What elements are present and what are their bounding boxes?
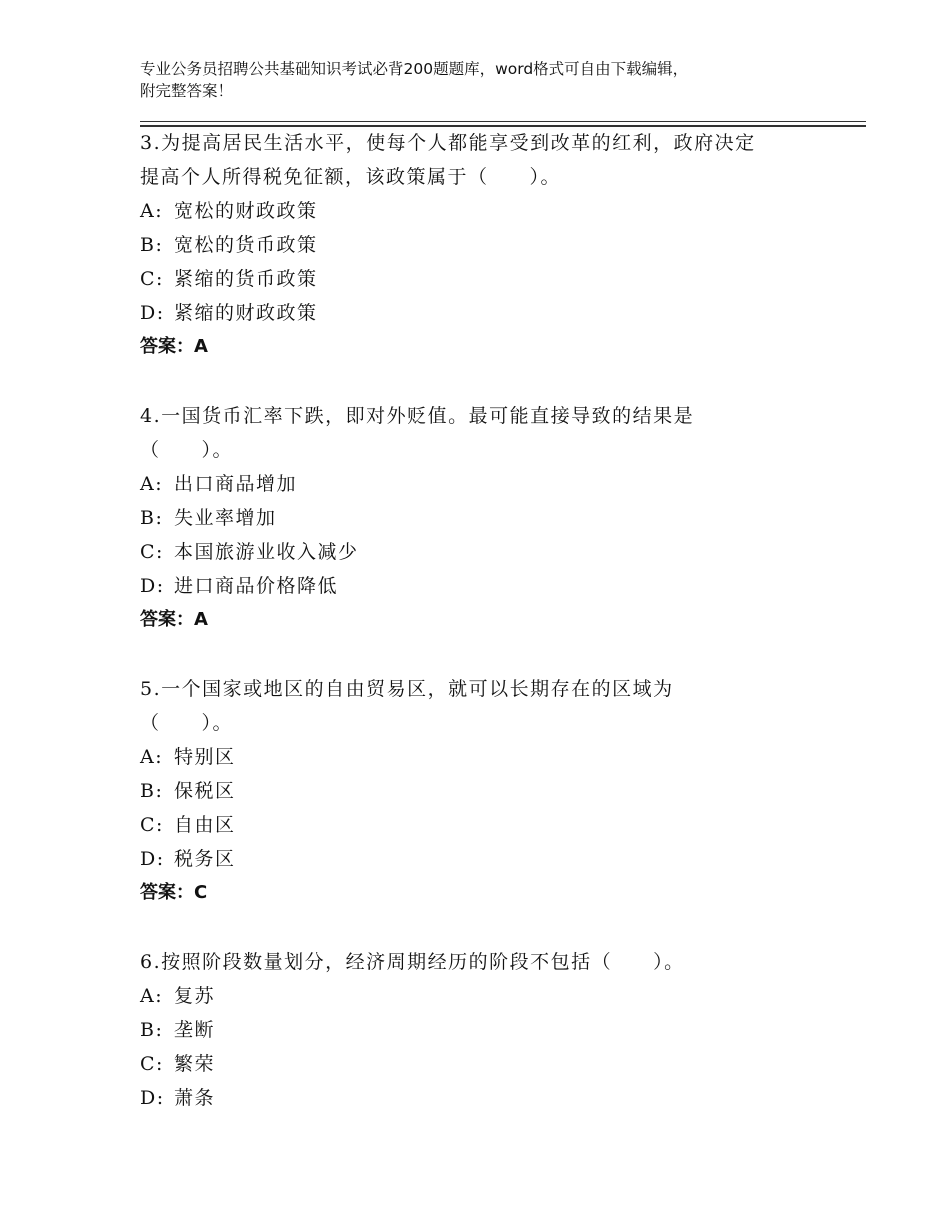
question-stem: 3.为提高居民生活水平，使每个人都能享受到改革的红利，政府决定 <box>140 132 756 154</box>
option-letter: C: <box>140 268 164 290</box>
header-line-2: 附完整答案！ <box>140 82 234 100</box>
option-text: 本国旅游业收入减少 <box>174 541 359 563</box>
option-letter: C: <box>140 541 164 563</box>
option-letter: D: <box>140 1087 165 1109</box>
option-text: 保税区 <box>174 780 236 802</box>
option-d <box>140 842 820 876</box>
option-c <box>140 808 820 842</box>
option-text: 萧条 <box>174 1087 216 1109</box>
option-text: 税务区 <box>174 848 236 870</box>
option-text: 垄断 <box>174 1019 216 1041</box>
question-4 <box>140 399 820 637</box>
option-c <box>140 535 820 569</box>
option-a <box>140 979 820 1013</box>
option-b <box>140 228 820 262</box>
header-divider <box>140 121 866 122</box>
option-letter: A: <box>140 985 164 1007</box>
option-d <box>140 1081 820 1115</box>
answer-label: 答案：C <box>140 882 208 903</box>
answer-label: 答案：A <box>140 609 208 630</box>
option-letter: B: <box>140 1019 164 1041</box>
question-stem-continued: （ ）。 <box>140 439 234 461</box>
document-header <box>140 58 820 102</box>
answer-label: 答案：A <box>140 336 208 357</box>
question-stem-continued: 提高个人所得税免征额，该政策属于（ ）。 <box>140 166 562 188</box>
option-letter: B: <box>140 234 164 256</box>
option-letter: A: <box>140 746 164 768</box>
option-d <box>140 569 820 603</box>
question-stem: 4.一国货币汇率下跌，即对外贬值。最可能直接导致的结果是 <box>140 405 695 427</box>
option-text: 紧缩的财政政策 <box>174 302 318 324</box>
option-c <box>140 1047 820 1081</box>
option-a <box>140 194 820 228</box>
option-text: 进口商品价格降低 <box>174 575 339 597</box>
option-c <box>140 262 820 296</box>
header-line-1: 专业公务员招聘公共基础知识考试必背200题题库，word格式可自由下载编辑， <box>140 60 689 78</box>
option-b <box>140 1013 820 1047</box>
question-stem: 6.按照阶段数量划分，经济周期经历的阶段不包括（ ）。 <box>140 951 685 973</box>
option-text: 宽松的财政政策 <box>174 200 318 222</box>
option-text: 繁荣 <box>174 1053 216 1075</box>
question-stem-continued: （ ）。 <box>140 712 234 734</box>
option-b <box>140 774 820 808</box>
option-text: 紧缩的货币政策 <box>174 268 318 290</box>
option-letter: D: <box>140 575 165 597</box>
question-3 <box>140 126 820 364</box>
question-6 <box>140 945 820 1115</box>
option-a <box>140 467 820 501</box>
option-letter: A: <box>140 473 164 495</box>
option-letter: A: <box>140 200 164 222</box>
option-text: 复苏 <box>174 985 216 1007</box>
option-text: 自由区 <box>174 814 236 836</box>
option-text: 宽松的货币政策 <box>174 234 318 256</box>
option-text: 失业率增加 <box>174 507 277 529</box>
option-letter: C: <box>140 1053 164 1075</box>
option-letter: D: <box>140 848 165 870</box>
option-letter: B: <box>140 780 164 802</box>
option-letter: B: <box>140 507 164 529</box>
option-text: 出口商品增加 <box>174 473 298 495</box>
option-b <box>140 501 820 535</box>
option-a <box>140 740 820 774</box>
option-text: 特别区 <box>174 746 236 768</box>
option-letter: D: <box>140 302 165 324</box>
option-d <box>140 296 820 330</box>
question-5 <box>140 672 820 910</box>
option-letter: C: <box>140 814 164 836</box>
question-stem: 5.一个国家或地区的自由贸易区，就可以长期存在的区域为 <box>140 678 674 700</box>
